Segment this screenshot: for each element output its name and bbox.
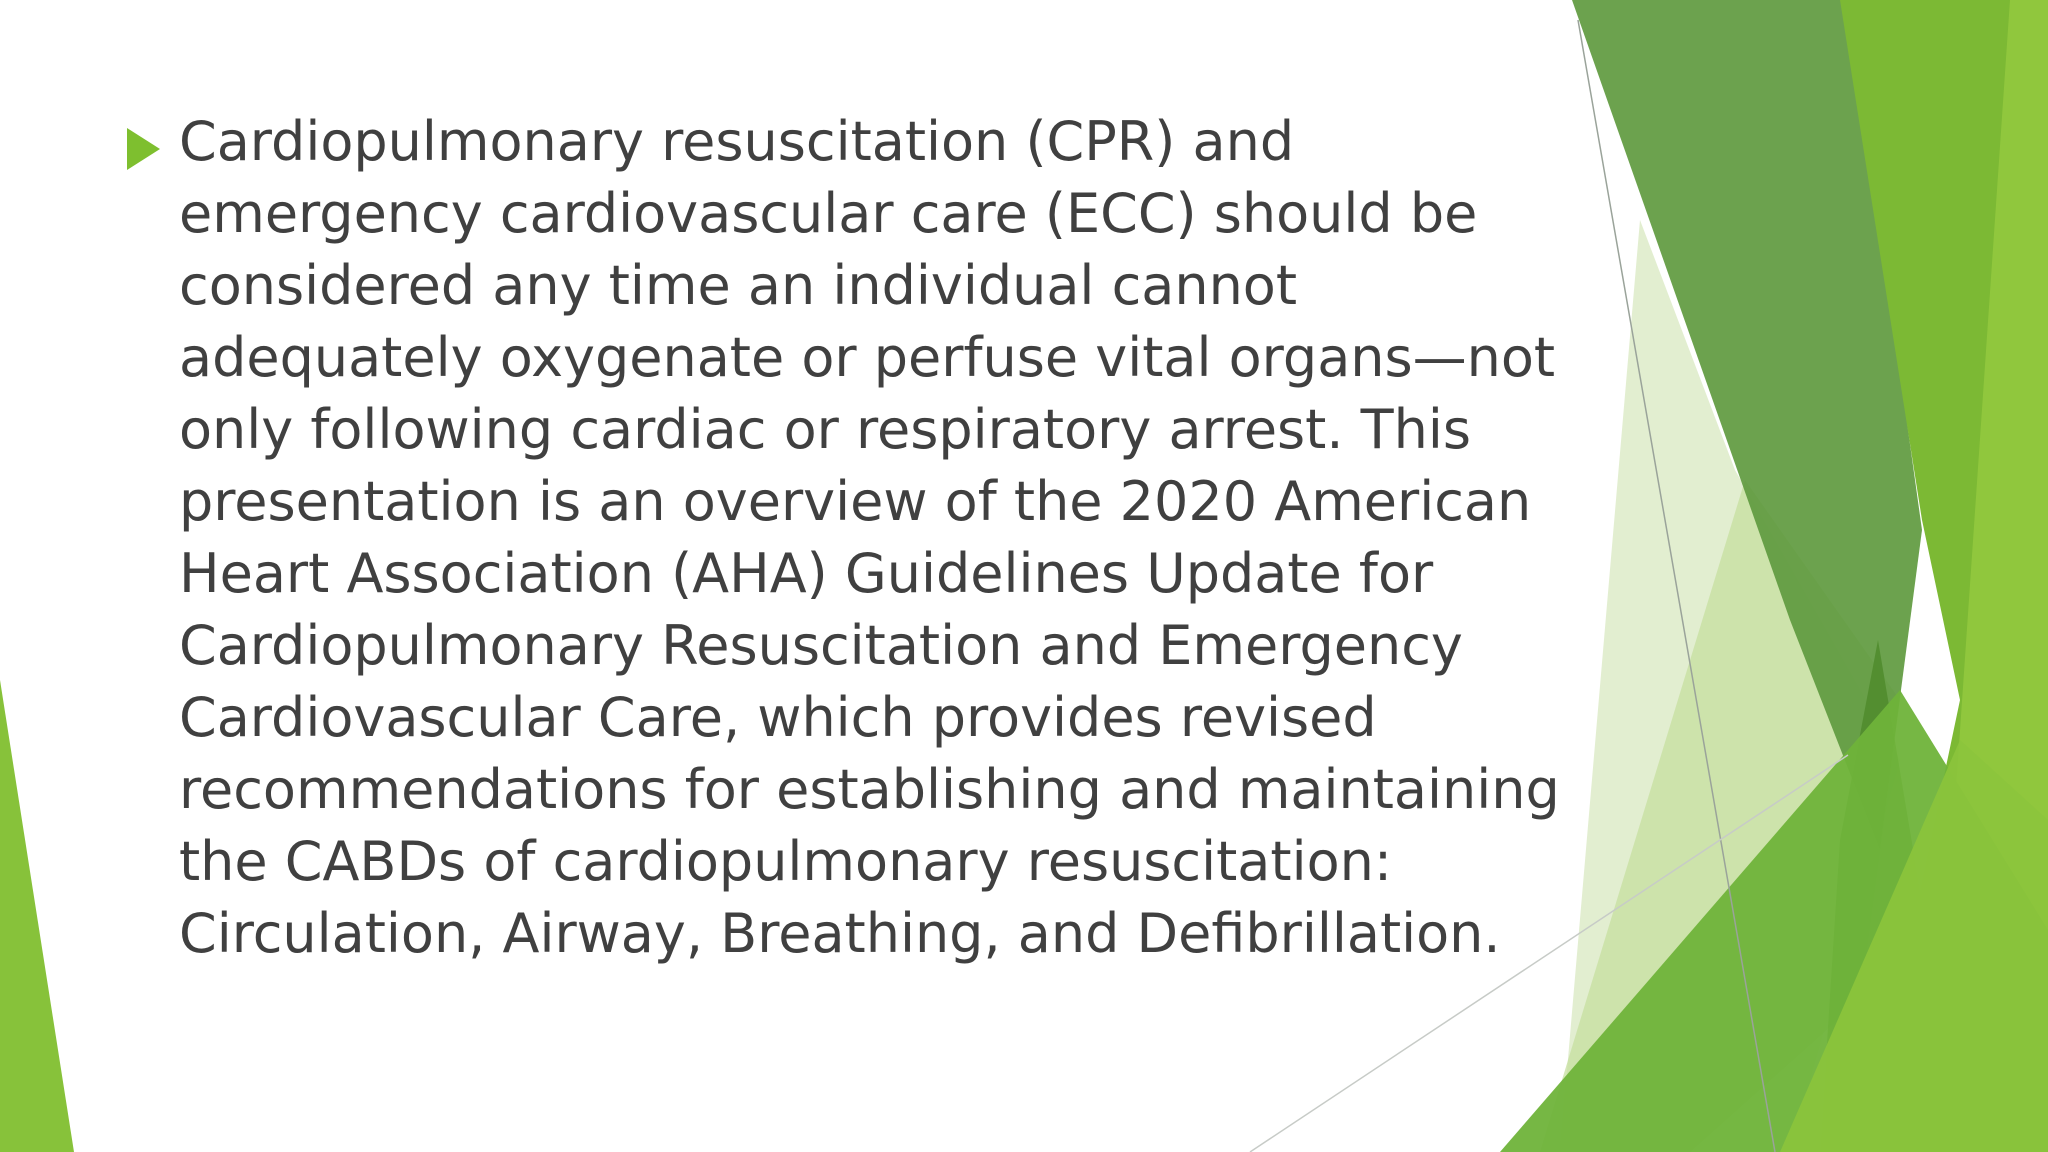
bullet-item <box>124 106 1604 970</box>
bullet-text: Cardiopulmonary resuscitation (CPR) and emergency cardiovascular care (ECC) should be considered any time an individual cannot adequately oxygenate or perfuse vital organs—not only following cardiac or respiratory arrest. This presentation is an overview of the 2020 American Heart Association (AHA) Guidelines Update for Cardiopulmonary Resuscitation and Emergency Cardiovascular Care, which provides revised recommendations for establishing and maintaining the CABDs of cardiopulmonary resuscitation: Circulation, Airway, Breathing, and Defibrillation. <box>179 110 1560 965</box>
left-green-facet <box>0 680 74 1152</box>
slide-body <box>124 106 1604 970</box>
triangle-bullet-icon <box>127 128 160 170</box>
